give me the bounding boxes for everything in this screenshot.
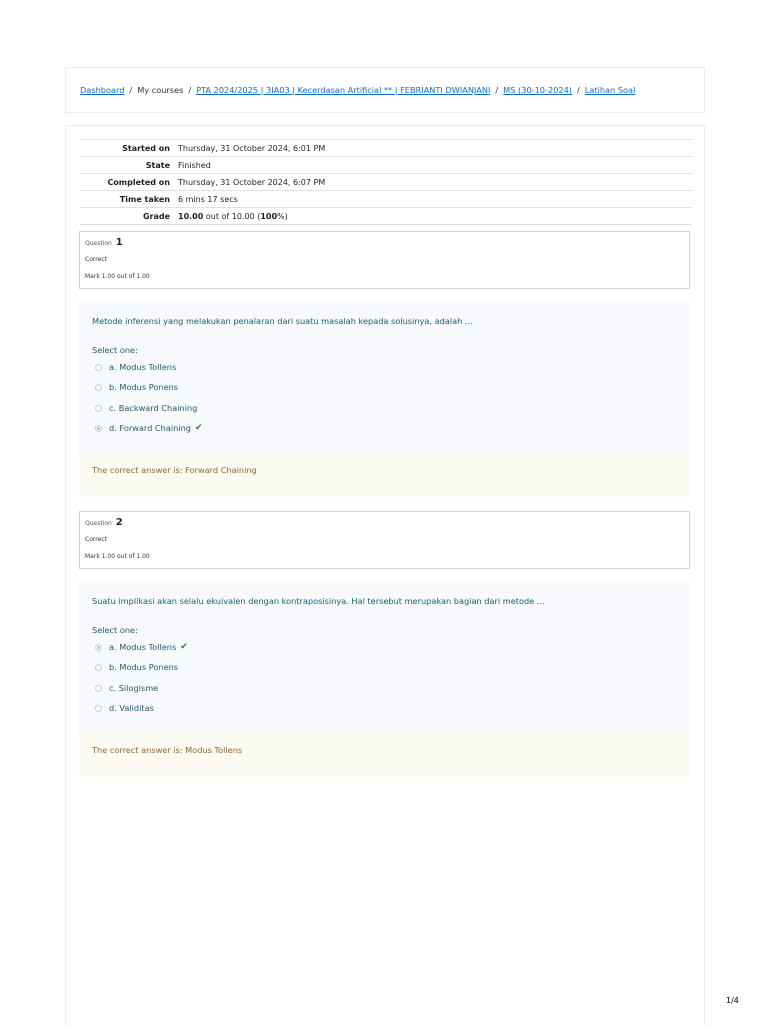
question-2-number [85, 517, 123, 528]
correct-check-icon: ✔ [180, 642, 188, 652]
question-1-option-b[interactable] [95, 382, 178, 392]
question-number: 2 [115, 517, 123, 528]
radio-button-selected[interactable] [95, 644, 102, 651]
state-label: State [80, 157, 174, 174]
question-1-mark: Mark 1.00 out of 1.00 [85, 273, 150, 280]
radio-button[interactable] [95, 685, 102, 692]
completed-on-value: Thursday, 31 October 2024, 6:07 PM [174, 174, 692, 191]
question-2-text: Suatu implikasi akan selalu ekuivalen dengan kontraposisinya. Hal tersebut merupakan bagian dari metode ... [92, 596, 545, 606]
grade-out-of: out of 10.00 ( [203, 211, 261, 221]
option-label: b. Modus Ponens [109, 382, 179, 392]
question-label: Question [85, 240, 112, 247]
option-label: c. Silogisme [109, 683, 159, 693]
option-label: a. Modus Tollens [109, 642, 177, 652]
breadcrumb-section-link[interactable]: MS (30-10-2024) [503, 85, 573, 95]
radio-button[interactable] [95, 705, 102, 712]
option-label: b. Modus Ponens [109, 662, 179, 672]
started-on-label: Started on [80, 140, 174, 157]
summary-row-completed [80, 174, 692, 191]
breadcrumb-course-link[interactable]: PTA 2024/2025 | 3IA03 | Kecerdasan Artificial ** | FEBRIANTI DWIANJANI [196, 85, 491, 95]
question-1-feedback [79, 451, 690, 497]
question-number: 1 [115, 237, 123, 248]
question-2-option-b[interactable] [95, 662, 178, 672]
time-taken-value: 6 mins 17 secs [174, 191, 692, 208]
grade-percent: 100 [260, 211, 278, 221]
attempt-summary-table [80, 139, 692, 225]
question-1-prompt: Select one: [92, 345, 138, 355]
question-1-option-d[interactable] [95, 423, 203, 433]
question-2-correct-answer: The correct answer is: Modus Tollens [92, 745, 243, 755]
breadcrumb-container [65, 67, 705, 113]
option-label: a. Modus Tollens [109, 362, 177, 372]
radio-button[interactable] [95, 384, 102, 391]
question-1-option-a[interactable] [95, 362, 176, 372]
summary-row-grade [80, 208, 692, 225]
summary-row-state [80, 157, 692, 174]
breadcrumb-dashboard-link[interactable]: Dashboard [80, 85, 125, 95]
grade-score: 10.00 [178, 211, 204, 221]
question-2-state: Correct [85, 536, 107, 543]
page-number: 1/4 [726, 996, 739, 1005]
radio-button[interactable] [95, 664, 102, 671]
breadcrumb-my-courses: My courses [137, 85, 184, 95]
question-2-feedback [79, 731, 690, 777]
radio-button-selected[interactable] [95, 425, 102, 432]
radio-button[interactable] [95, 364, 102, 371]
radio-button[interactable] [95, 405, 102, 412]
breadcrumb-separator: / [577, 85, 580, 95]
completed-on-label: Completed on [80, 174, 174, 191]
summary-row-started [80, 140, 692, 157]
question-1-correct-answer: The correct answer is: Forward Chaining [92, 465, 257, 475]
question-1-option-c[interactable] [95, 403, 197, 413]
breadcrumb-separator: / [129, 85, 133, 95]
summary-row-time [80, 191, 692, 208]
question-1-info [79, 231, 690, 289]
question-label: Question [85, 520, 112, 527]
question-2-info [79, 511, 690, 569]
question-2-option-d[interactable] [95, 703, 154, 713]
grade-value [174, 208, 692, 225]
breadcrumb-separator: / [188, 85, 192, 95]
option-label: c. Backward Chaining [109, 403, 198, 413]
breadcrumb-separator: / [495, 85, 499, 95]
state-value: Finished [174, 157, 692, 174]
question-2-option-a[interactable] [95, 642, 188, 652]
question-1-number [85, 237, 123, 248]
option-label: d. Validitas [109, 703, 154, 713]
question-2-mark: Mark 1.00 out of 1.00 [85, 553, 150, 560]
question-1-state: Correct [85, 256, 107, 263]
option-label: d. Forward Chaining [109, 423, 191, 433]
question-2-prompt: Select one: [92, 625, 138, 635]
correct-check-icon: ✔ [194, 423, 203, 433]
grade-label: Grade [80, 208, 174, 225]
question-1-text: Metode inferensi yang melakukan penalaran dari suatu masalah kepada solusinya, adalah ... [92, 316, 473, 326]
breadcrumb-quiz-link[interactable]: Latihan Soal [584, 85, 636, 95]
question-2-option-c[interactable] [95, 683, 158, 693]
breadcrumb [80, 85, 635, 95]
grade-percent-suffix: %) [277, 211, 288, 221]
time-taken-label: Time taken [80, 191, 174, 208]
started-on-value: Thursday, 31 October 2024, 6:01 PM [174, 140, 692, 157]
